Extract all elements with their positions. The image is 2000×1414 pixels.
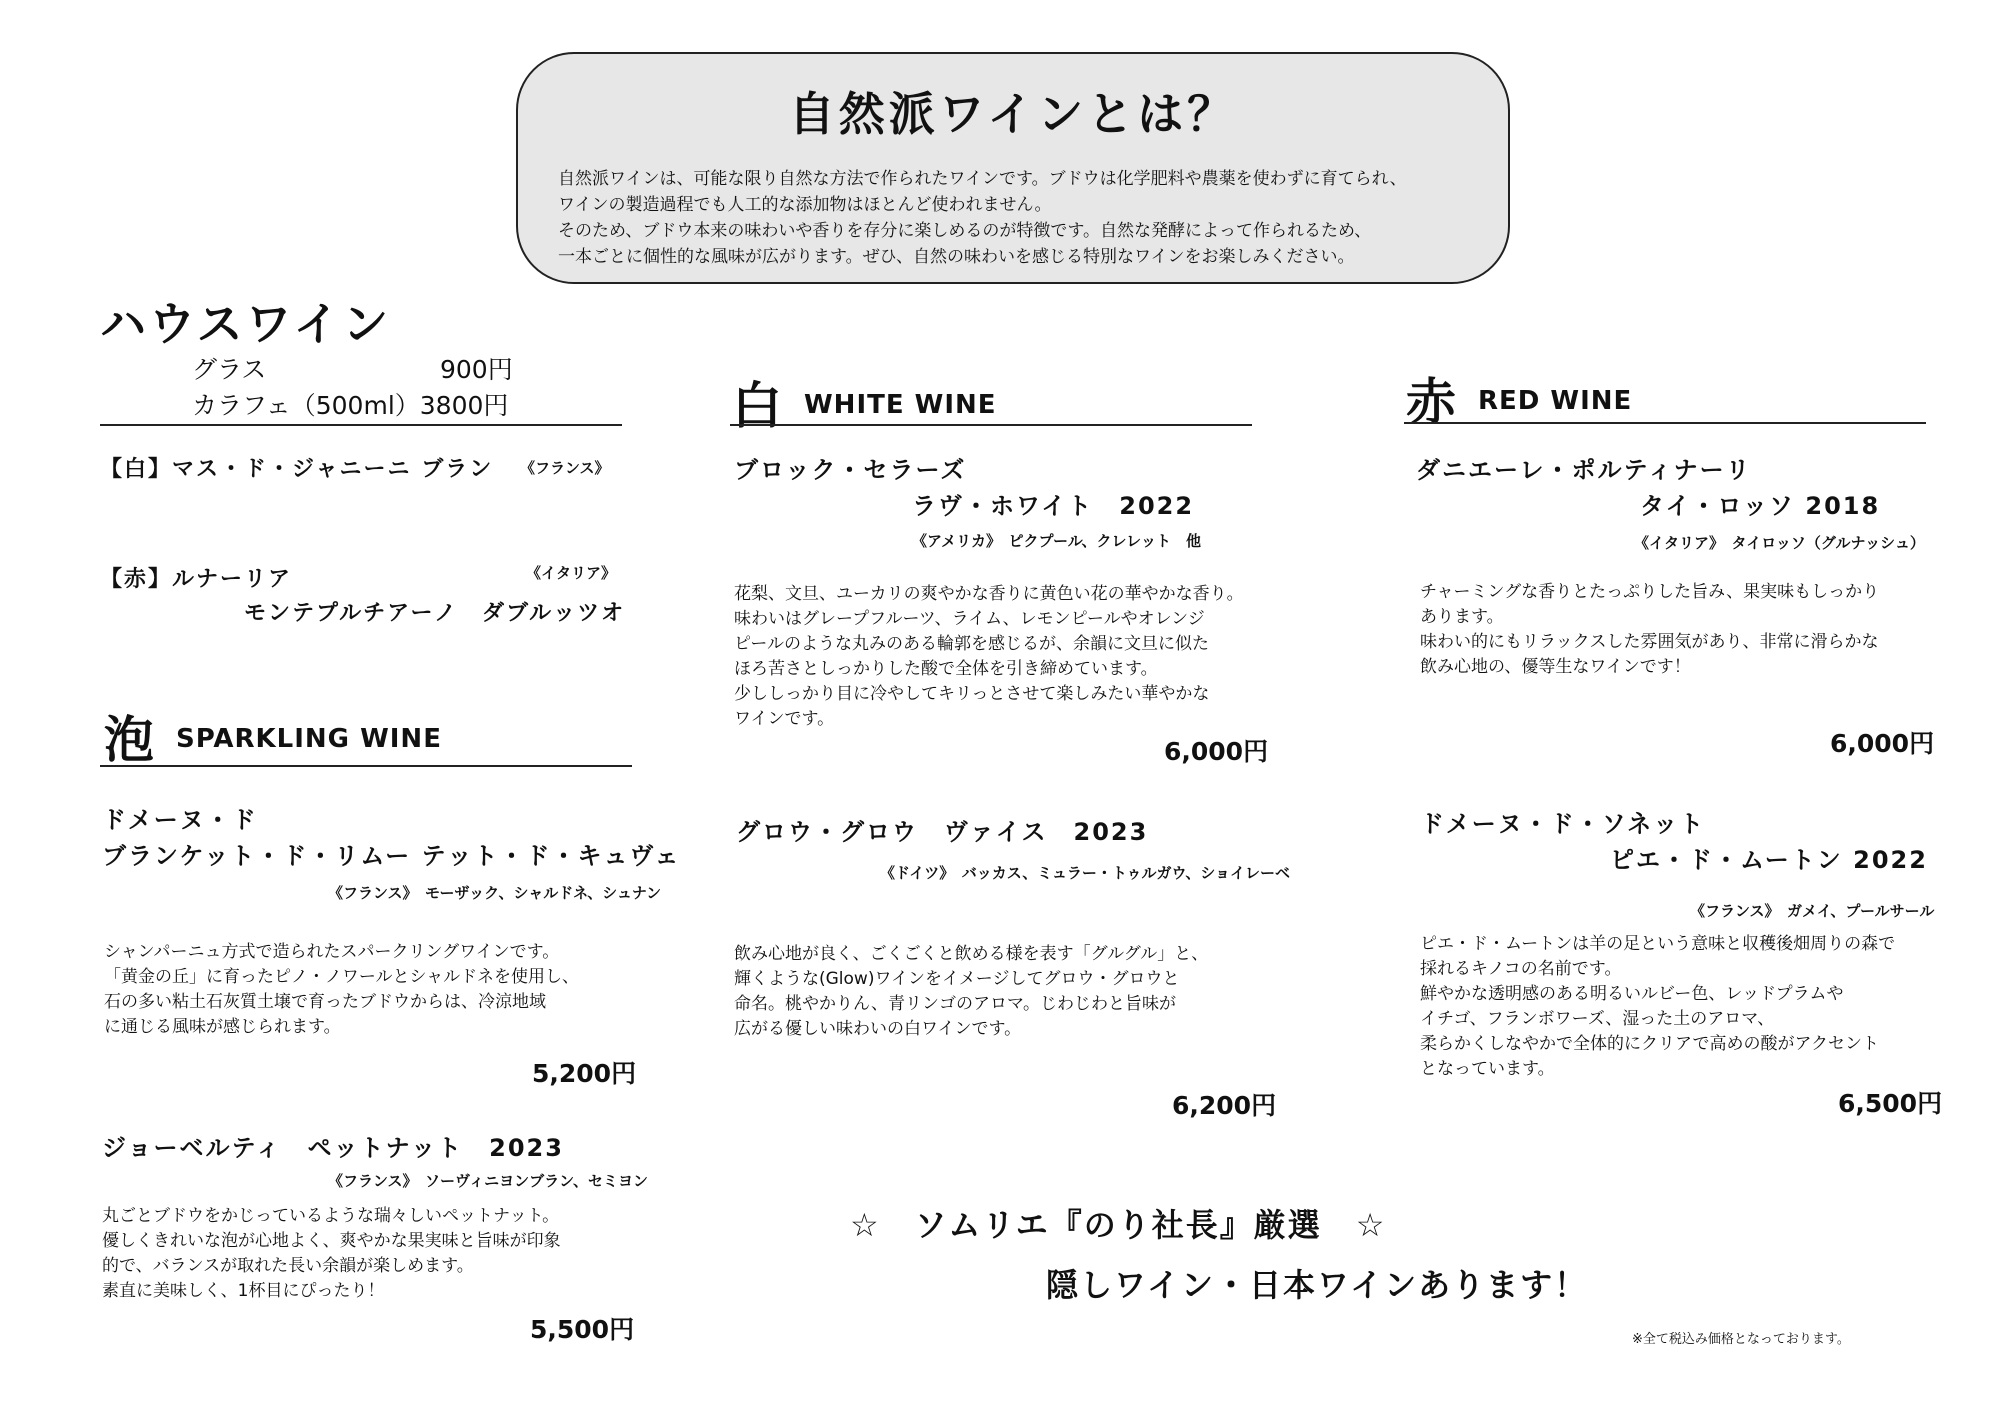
desc-line: 命名。桃やかりん、青リンゴのアロマ。じわじわと旨味が xyxy=(734,994,1176,1014)
sparkling-kanji: 泡 xyxy=(104,711,154,769)
desc-line: 鮮やかな透明感のある明るいルビー色、レッドプラムや xyxy=(1420,984,1844,1004)
promo-line-2: 隠しワイン・日本ワインあります！ xyxy=(1046,1266,1589,1304)
house-red-name-2: モンテプルチアーノ ダブルッツオ xyxy=(244,601,626,626)
sparkling-divider xyxy=(100,765,632,767)
desc-line: 広がる優しい味わいの白ワインです。 xyxy=(734,1019,1022,1039)
desc-line: あります。 xyxy=(1420,607,1504,627)
white-1-name-1: ブロック・セラーズ xyxy=(734,456,967,484)
red-1-price: 6,000円 xyxy=(1830,729,1935,758)
house-glass-price: 900円 xyxy=(440,355,513,384)
house-carafe-line: カラフェ（500ml）3800円 xyxy=(192,391,509,420)
desc-line: ほろ苦さとしっかりした酸で全体を引き締めています。 xyxy=(734,659,1158,679)
red-2-name-1: ドメーヌ・ド・ソネット xyxy=(1420,810,1706,838)
red-2-price: 6,500円 xyxy=(1838,1089,1943,1118)
desc-line: ワインです。 xyxy=(734,709,835,729)
white-2-desc xyxy=(734,942,1208,1042)
white-1-price: 6,000円 xyxy=(1164,737,1269,766)
desc-line: 丸ごとブドウをかじっているような瑞々しいペットナット。 xyxy=(102,1206,560,1226)
sparkling-2-desc xyxy=(102,1204,561,1304)
desc-line: 「黄金の丘」に育ったピノ・ノワールとシャルドネを使用し、 xyxy=(104,967,579,987)
intro-body xyxy=(558,166,1498,270)
intro-title: 自然派ワインとは？ xyxy=(788,87,1238,141)
desc-line: ピエ・ド・ムートンは羊の足という意味と収穫後畑周りの森で xyxy=(1420,934,1896,954)
promo-line-1: ☆ ソムリエ『のり社長』厳選 ☆ xyxy=(850,1206,1387,1244)
white-2-origin: 《ドイツ》 バッカス、ミュラー・トゥルガウ、ショイレーベ xyxy=(880,864,1291,882)
house-wine-title: ハウスワイン xyxy=(100,297,392,351)
desc-line: 優しくきれいな泡が心地よく、爽やかな果実味と旨味が印象 xyxy=(102,1231,561,1251)
intro-line: そのため、ブドウ本来の味わいや香りを存分に楽しめるのが特徴です。自然な発酵によって作られるため、 xyxy=(558,221,1372,241)
white-2-name: グロウ・グロウ ヴァイス 2023 xyxy=(736,818,1149,846)
sparkling-2-origin: 《フランス》 ソーヴィニヨンブラン、セミヨン xyxy=(328,1172,648,1190)
white-kanji: 白 xyxy=(732,377,782,435)
desc-line: 味わい的にもリラックスした雰囲気があり、非常に滑らかな xyxy=(1420,632,1879,652)
desc-line: 飲み心地が良く、ごくごくと飲める様を表す「グルグル」と、 xyxy=(734,944,1209,964)
red-en: RED WINE xyxy=(1478,386,1633,416)
red-2-desc xyxy=(1420,932,1895,1082)
desc-line: 味わいはグレープフルーツ、ライム、レモンピールやオレンジ xyxy=(734,609,1205,629)
house-white-name: 【白】マス・ド・ジャニーニ ブラン xyxy=(100,457,494,482)
desc-line: 素直に美味しく、1杯目にぴったり！ xyxy=(102,1281,385,1301)
red-2-origin: 《フランス》 ガメイ、プールサール xyxy=(1690,902,1935,920)
desc-line: 輝くような(Glow)ワインをイメージしてグロウ・グロウと xyxy=(734,969,1180,989)
sparkling-heading xyxy=(104,700,442,772)
sparkling-1-desc xyxy=(104,940,579,1040)
desc-line: イチゴ、フランボワーズ、湿った土のアロマ、 xyxy=(1420,1009,1775,1029)
desc-line: チャーミングな香りとたっぷりした旨み、果実味もしっかり xyxy=(1420,582,1880,602)
red-2-name-2: ピエ・ド・ムートン 2022 xyxy=(1610,846,1928,874)
desc-line: 飲み心地の、優等生なワインです！ xyxy=(1420,657,1691,677)
desc-line: に通じる風味が感じられます。 xyxy=(104,1017,341,1037)
house-glass-label: グラス xyxy=(192,355,267,384)
desc-line: ピールのような丸みのある輪郭を感じるが、余韻に文旦に似た xyxy=(734,634,1209,654)
red-1-origin: 《イタリア》 タイロッソ（グルナッシュ） xyxy=(1634,534,1925,552)
desc-line: 採れるキノコの名前です。 xyxy=(1420,959,1622,979)
red-1-name-1: ダニエーレ・ポルティナーリ xyxy=(1416,456,1752,484)
red-1-name-2: タイ・ロッソ 2018 xyxy=(1640,492,1881,520)
intro-line: 一本ごとに個性的な風味が広がります。ぜひ、自然の味わいを感じる特別なワインをお楽しみください。 xyxy=(558,247,1355,267)
house-red-origin: 《イタリア》 xyxy=(526,564,617,582)
white-heading xyxy=(732,366,997,438)
white-2-price: 6,200円 xyxy=(1172,1091,1277,1120)
desc-line: シャンパーニュ方式で造られたスパークリングワインです。 xyxy=(104,942,560,962)
desc-line: となっています。 xyxy=(1420,1059,1555,1079)
sparkling-2-name: ジョーベルティ ペットナット 2023 xyxy=(102,1134,564,1162)
red-divider xyxy=(1404,422,1926,424)
sparkling-1-origin: 《フランス》 モーザック、シャルドネ、シュナン xyxy=(328,884,662,902)
desc-line: 石の多い粘土石灰質土壌で育ったブドウからは、冷涼地域 xyxy=(104,992,546,1012)
intro-line: ワインの製造過程でも人工的な添加物はほとんど使われません。 xyxy=(558,195,1052,215)
intro-box xyxy=(516,52,1510,284)
desc-line: 柔らかくしなやかで全体的にクリアで高めの酸がアクセント xyxy=(1420,1034,1879,1054)
tax-note: ※全て税込み価格となっております。 xyxy=(1632,1332,1850,1347)
desc-line: 少ししっかり目に冷やしてキリっとさせて楽しみたい華やかな xyxy=(734,684,1210,704)
white-1-name-2: ラヴ・ホワイト 2022 xyxy=(912,492,1195,520)
white-1-origin: 《アメリカ》 ピクプール、クレレット 他 xyxy=(912,532,1201,550)
white-divider xyxy=(730,424,1252,426)
red-kanji: 赤 xyxy=(1406,373,1456,431)
desc-line: 花梨、文旦、ユーカリの爽やかな香りに黄色い花の華やかな香り。 xyxy=(734,584,1244,604)
sparkling-2-price: 5,500円 xyxy=(530,1315,635,1344)
white-en: WHITE WINE xyxy=(804,390,997,420)
sparkling-en: SPARKLING WINE xyxy=(176,724,442,754)
house-white-origin: 《フランス》 xyxy=(520,459,610,477)
sparkling-1-price: 5,200円 xyxy=(532,1059,637,1088)
house-divider xyxy=(100,424,622,426)
intro-line: 自然派ワインは、可能な限り自然な方法で作られたワインです。ブドウは化学肥料や農薬を使わずに育てられ、 xyxy=(558,169,1407,189)
red-1-desc xyxy=(1420,580,1879,680)
sparkling-1-name-2: ブランケット・ド・リムー テット・ド・キュヴェ xyxy=(102,842,681,870)
desc-line: 的で、バランスが取れた長い余韻が楽しめます。 xyxy=(102,1256,474,1276)
sparkling-1-name-1: ドメーヌ・ド xyxy=(102,806,258,834)
house-red-name: 【赤】ルナーリア xyxy=(100,567,293,592)
white-1-desc xyxy=(734,582,1244,732)
